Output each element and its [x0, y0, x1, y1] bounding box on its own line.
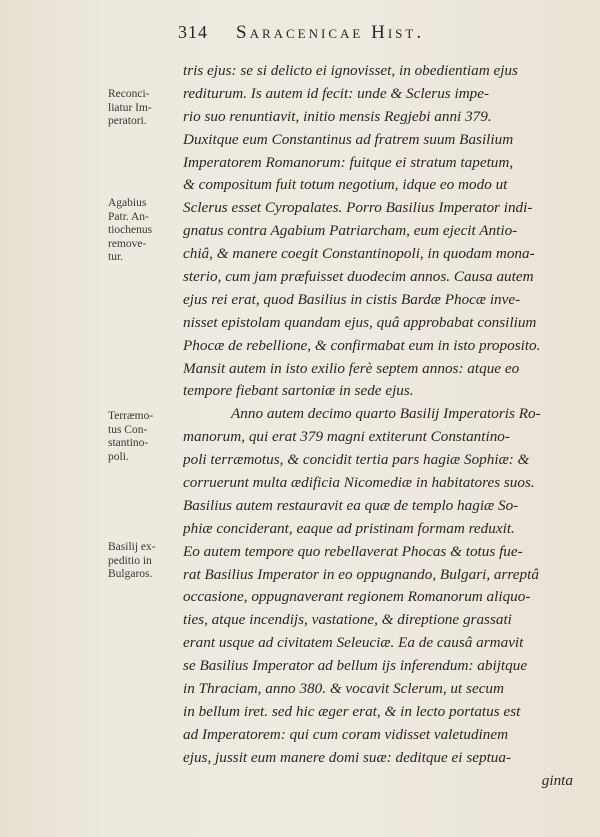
margin-note: Agabius Patr. An- tiochenus remove- tur. [108, 197, 153, 263]
text-line: Phocæ de rebellione, & confirmabat eum in isto proposito. [183, 336, 541, 354]
text-line: rediturum. Is autem id fecit: unde & Sclerus impe- [183, 84, 490, 102]
running-title: Saracenicae Hist. [236, 22, 425, 43]
text-line: sterio, cum jam præfuisset duodecim annos. Causa autem [183, 268, 534, 286]
text-line: tempore fiebant sartoniæ in sede ejus. [183, 382, 414, 400]
text-line: Mansit autem in isto exilio ferè septem annos: atque eo [183, 359, 520, 377]
text-line: Sclerus esset Cyropalates. Porro Basilius Imperator indi- [183, 199, 533, 217]
text-line: rat Basilius Imperator in eo oppugnando, Bulgari, arreptâ [183, 565, 539, 583]
page-number: 314 [178, 22, 208, 42]
margin-note: Basilij ex- peditio in Bulgaros. [108, 541, 156, 580]
text-line: Eo autem tempore quo rebellaverat Phocas & totus fue- [183, 542, 523, 560]
text-line: ties, atque incendijs, vastatione, & direptione grassati [183, 611, 512, 629]
text-line: rio suo renuntiavit, initio mensis Regjebi anni 379. [183, 107, 492, 125]
margin-note: Terræmo- tus Con- stantino- poli. [108, 410, 154, 463]
text-line: corruerunt multa ædificia Nicomediæ in habitatores suos. [183, 474, 535, 492]
text-line: Basilius autem restauravit ea quæ de templo hagiæ So- [183, 496, 519, 514]
text-line: manorum, qui erat 379 magni extiterunt Constantino- [183, 428, 510, 446]
text-line: Imperatorem Romanorum: fuitque ei stratum tapetum, [183, 153, 514, 171]
text-line: poli terræmotus, & concidit tertia pars hagiæ Sophiæ: & [183, 451, 530, 469]
catchword: ginta [541, 771, 573, 789]
text-line: nisset epistolam quandam ejus, quâ approbabat consilium [183, 313, 537, 331]
text-line: Duxitque eum Constantinus ad fratrem suum Basilium [183, 130, 514, 148]
text-line: Anno autem decimo quarto Basilij Imperatoris Ro- [231, 405, 541, 423]
margin-note: Reconci- liatur Im- peratori. [108, 88, 152, 127]
text-line: ejus rei erat, quod Basilius in cistis Bardæ Phocæ inve- [183, 290, 521, 308]
text-line: gnatus contra Agabium Patriarcham, eum ejecit Antio- [183, 222, 518, 240]
text-line: ejus, jussit eum manere domi suæ: deditque ei septua- [183, 748, 512, 766]
text-line: occasione, oppugnaverant regionem Romanorum aliquo- [183, 588, 531, 606]
text-line: ad Imperatorem: qui cum coram vidisset valetudinem [183, 725, 509, 743]
text-line: se Basilius Imperator ad bellum ijs inferendum: abijtque [183, 657, 528, 675]
text-line: chiâ, & manere coegit Constantinopoli, in quodam mona- [183, 245, 535, 263]
text-line: & compositum fuit totum negotium, idque eo modo ut [183, 176, 508, 194]
page-header [178, 22, 538, 52]
text-line: in bellum iret. sed hic æger erat, & in lecto portatus est [183, 702, 521, 720]
text-line: phiæ conciderant, eaque ad pristinam formam reduxit. [183, 519, 515, 537]
text-line: in Thraciam, anno 380. & vocavit Sclerum, ut secum [183, 680, 504, 698]
text-line: erant usque ad civitatem Seleuciæ. Ea de causâ armavit [183, 634, 524, 652]
margin-notes [0, 0, 180, 837]
body-text [183, 60, 583, 793]
text-line: tris ejus: se si delicto ei ignovisset, in obedientiam ejus [183, 62, 518, 79]
